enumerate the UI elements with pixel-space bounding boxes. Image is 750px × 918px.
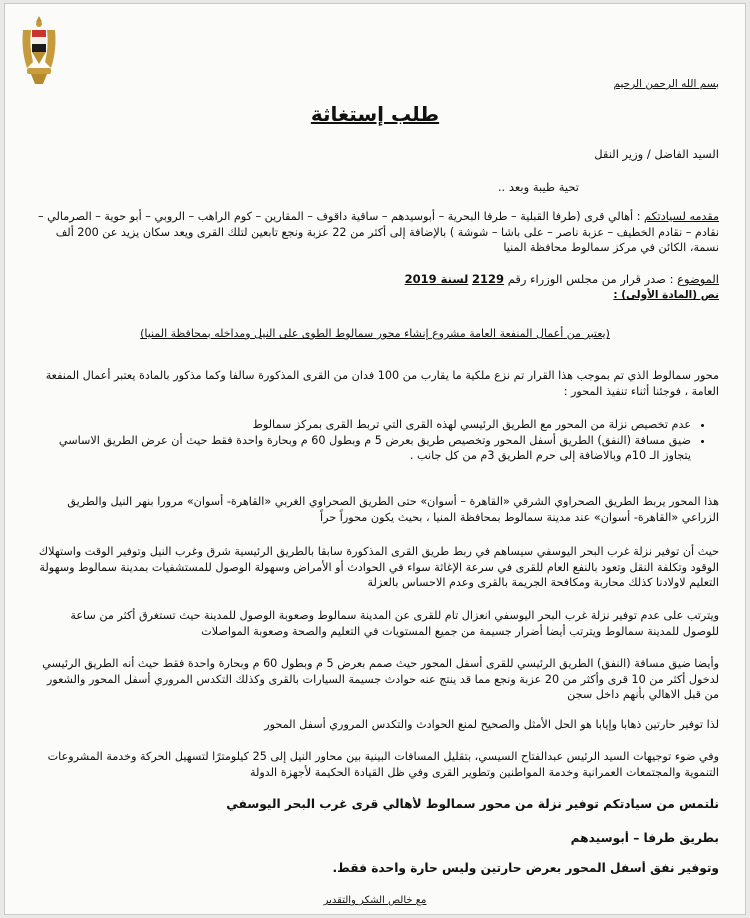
- subject-line: [31, 272, 719, 287]
- basmala: بسم الله الرحمن الرحيم: [613, 78, 719, 90]
- closing: مع خالص الشكر والتقدير: [323, 895, 427, 906]
- paragraph-3: حيث أن توفير نزلة غرب البحر اليوسفي سيساهم في ربط طريق القرى المذكورة سابقا بالطريق الرئيسية شرق وغرب النيل وتوفير الوقت واستهلاك الوقود وتكلفة النقل وتعود بالنفع العام للقرى في سرعة الإغاثة سواء في الحوادث أو الأمراض وسهولة الوصول للمستشفيات بمدينة سمالوط وسهولة التعليم لاولادنا كذلك محاربة ومكافحة الجريمة بالقرى وعدم الاحساس بالعزلة: [38, 545, 719, 589]
- issue-item: • عدم تخصيص نزلة من المحور مع الطريق الرئيسي لهذه القرى التي تربط القرى بمركز سمالوط: [31, 417, 691, 433]
- issue-item: • ضيق مسافة (النفق) الطريق أسفل المحور وتخصيص طريق بعرض 5 م وبطول 60 م وبحارة واحدة فقط حيث أن عرض الطريق الاساسي يتجاوز الـ 10م وبالاضافة إلى حرم الطريق 3م من كل جانب .: [31, 433, 691, 464]
- decree-year: لسنة 2019: [404, 272, 469, 286]
- paragraph-5: وأيضا ضيق مسافة (النفق) الطريق الرئيسي للقرى أسفل المحور حيث صمم بعرض 5 م وبطول 60 م وبحارة واحدة فقط حيث أنه الطريق الرئيسي لدخول أكثر من 10 قرى وأكثر من 20 عزبة ونجع مما قد ينتج عنه حوادث جسيمة السيارات بالقرى وكذلك التكدس المروري أسفل المحور والشعور من قبل الاهالي بأنهم داخل سجن: [42, 657, 719, 701]
- article-quote: (يعتبر من أعمال المنفعة العامة مشروع إنشاء محور سمالوط الطوى على النيل ومداخله بمحافظة المنيا): [140, 327, 610, 340]
- greeting: تحية طيبة وبعد ..: [497, 180, 579, 194]
- intro-paragraph: [31, 209, 719, 256]
- article-heading: نص (المادة الأولى) :: [613, 289, 719, 301]
- issues-list: [31, 417, 709, 464]
- intro-prefix: مقدمه لسيادتكم: [644, 210, 719, 223]
- subject-label: الموضوع: [677, 272, 719, 286]
- paragraph-4: ويترتب على عدم توفير نزلة غرب البحر اليوسفي انعزال تام للقرى عن المدينة سمالوط وصعوبة الوصول للمدينة حيث تستغرق أكثر من ساعة للوصول للمدينة سمالوط ويترتب أيضا أضرار جسيمة من جميع المستويات في التعليم والصحة وصعوبة المواصلات: [70, 609, 719, 638]
- addressee: السيد الفاضل / وزير النقل: [594, 147, 719, 161]
- request-3: وتوفير نفق أسفل المحور بعرض حارتين وليس حارة واحدة فقط.: [332, 861, 719, 875]
- request-2: بطريق طرفا – أبوسيدهم: [570, 831, 719, 845]
- paragraph-2: هذا المحور يربط الطريق الصحراوي الشرقي «القاهرة – أسوان» حتى الطريق الصحراوي الغربي «القاهرة- أسوان» مرورا بنهر النيل والطريق الزراعي «القاهرة- أسوان» عند مدينة سمالوط بمحافظة المنيا ، بحيث يكون محوراً حراً: [67, 495, 719, 524]
- paragraph-6: لذا توفير حارتين ذهابا وإيابا هو الحل الأمثل والصحيح لمنع الحوادث والتكدس المروري أسفل المحور: [264, 718, 719, 731]
- intro-text: : أهالي قرى (طرفا القبلية – طرفا البحرية – أبوسيدهم – ساقية داقوف – المقارين – كوم الراهب – الروبي – أبو حوية – الصرمالي – نقادم – نقادم الخطيف – عزبة ناصر – على باشا – شوشة ) بالإضافة إلى أكثر من 22 عزبة ونجع تابعين لتلك القرى ويعد سكان يزيد عن 200 ألف نسمة، الكائن في مركز سمالوط محافظة المنيا: [38, 210, 719, 254]
- request-1: نلتمس من سيادتكم توفير نزلة من محور سمالوط لأهالي قرى غرب البحر اليوسفي: [226, 797, 719, 811]
- paragraph-7: وفي ضوء توجيهات السيد الرئيس عبدالفتاح السيسي، بتقليل المسافات البينية بين محاور النيل إلى 25 كيلومترًا لتسهيل الحركة وخدمة المشروعات التنموية والمجتمعات العمرانية وخدمة المواطنين وتطوير القرى وفي ظل القيادة الحكيمة لأجهزة الدولة: [47, 750, 719, 779]
- subject-text: : صدر قرار من مجلس الوزراء رقم: [507, 272, 674, 286]
- document-page: [4, 3, 746, 915]
- document-title: طلب إستغاثة: [310, 102, 440, 126]
- decree-number: 2129: [472, 272, 505, 286]
- paragraph-1: محور سمالوط الذي تم بموجب هذا القرار تم نزع ملكية ما يقارب من 100 فدان من القرى المذكورة سالفا وكما مذكور بالمادة يعتبر أعمال المنفعة العامة ، فوجئنا أثناء تنفيذ المحور :: [45, 369, 719, 398]
